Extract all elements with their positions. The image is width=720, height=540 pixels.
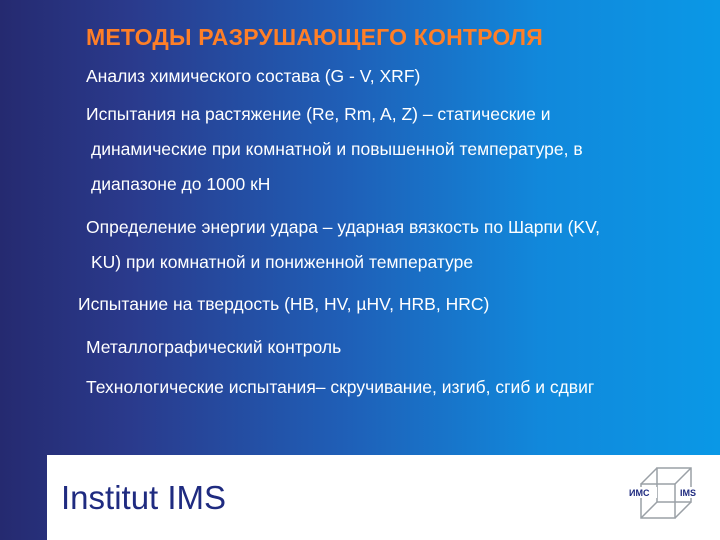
logo-text-right: IMS (680, 488, 697, 498)
ims-cube-logo-icon (627, 462, 703, 526)
footer-bar (47, 455, 720, 540)
list-line: динамические при комнатной и повышенной температуре, в (91, 139, 583, 159)
list-line: Испытание на твердость (HB, HV, µHV, HRB, HRC) (78, 294, 490, 314)
list-line: диапазоне до 1000 кН (91, 174, 271, 194)
list-line: Определение энергии удара – ударная вязкость по Шарпи (KV, (86, 217, 601, 237)
slide-title: МЕТОДЫ РАЗРУШАЮЩЕГО КОНТРОЛЯ (86, 24, 543, 50)
institute-name: Institut IMS (61, 479, 227, 516)
list-line: KU) при комнатной и пониженной температуре (91, 252, 474, 272)
logo-text-left: ИМС (629, 488, 650, 498)
list-line: Испытания на растяжение (Re, Rm, A, Z) – статические и (86, 104, 551, 124)
list-line: Анализ химического состава (G - V, XRF) (86, 66, 421, 86)
list-line: Технологические испытания– скручивание, изгиб, сгиб и сдвиг (86, 377, 595, 397)
list-line: Металлографический контроль (86, 337, 342, 357)
